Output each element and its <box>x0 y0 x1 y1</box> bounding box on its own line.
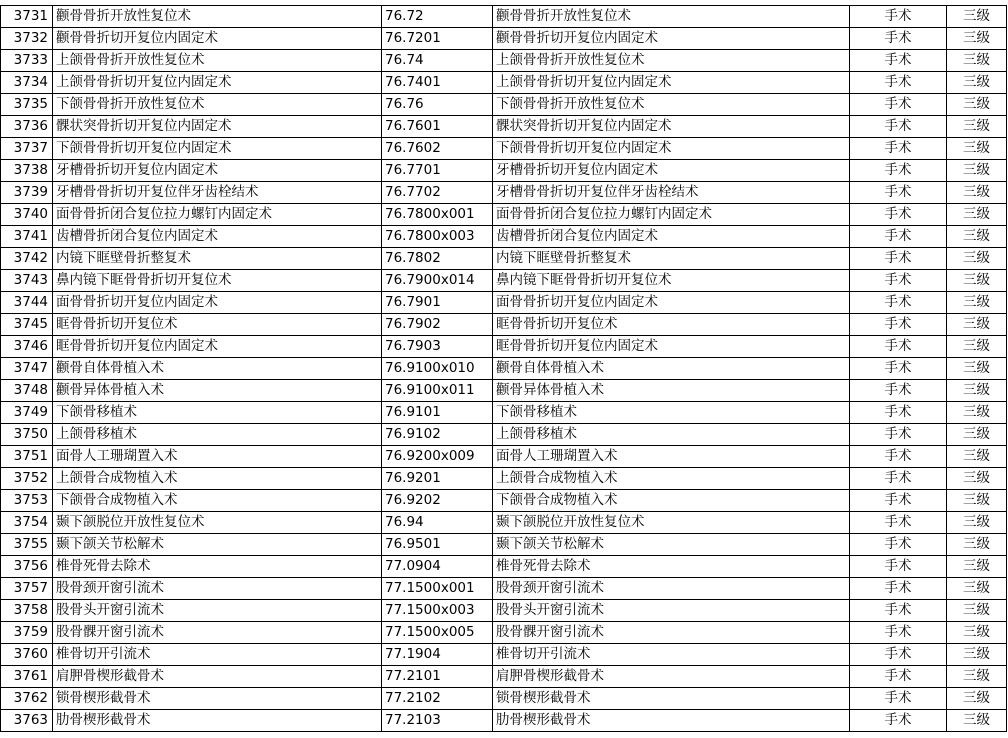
procedure-code-cell: 76.9202 <box>382 490 493 512</box>
category-cell: 手术 <box>850 600 947 622</box>
procedure-name-alt-cell: 下颌骨骨折开放性复位术 <box>493 94 850 116</box>
row-number-cell: 3733 <box>1 50 53 72</box>
procedure-name-alt-cell: 面骨骨折切开复位内固定术 <box>493 292 850 314</box>
row-number-cell: 3747 <box>1 358 53 380</box>
category-cell: 手术 <box>850 490 947 512</box>
procedure-code-cell: 76.7900x014 <box>382 270 493 292</box>
category-cell: 手术 <box>850 248 947 270</box>
procedure-name-cell: 下颌骨骨折开放性复位术 <box>53 94 382 116</box>
procedure-name-alt-cell: 肩胛骨楔形截骨术 <box>493 666 850 688</box>
row-number-cell: 3741 <box>1 226 53 248</box>
category-cell: 手术 <box>850 116 947 138</box>
procedure-name-alt-cell: 下颌骨骨折切开复位内固定术 <box>493 138 850 160</box>
procedure-code-cell: 76.9200x009 <box>382 446 493 468</box>
procedure-code-cell: 76.7903 <box>382 336 493 358</box>
procedure-name-alt-cell: 齿槽骨折闭合复位内固定术 <box>493 226 850 248</box>
table-row <box>1 512 1007 534</box>
category-cell: 手术 <box>850 182 947 204</box>
category-cell: 手术 <box>850 710 947 732</box>
category-cell: 手术 <box>850 160 947 182</box>
category-cell: 手术 <box>850 270 947 292</box>
procedure-name-alt-cell: 牙槽骨骨折切开复位伴牙齿栓结术 <box>493 182 850 204</box>
procedure-name-alt-cell: 眶骨骨折切开复位术 <box>493 314 850 336</box>
procedure-name-alt-cell: 颞下颌关节松解术 <box>493 534 850 556</box>
row-number-cell: 3755 <box>1 534 53 556</box>
grade-cell: 三级 <box>947 72 1007 94</box>
grade-cell: 三级 <box>947 138 1007 160</box>
procedure-name-alt-cell: 肋骨楔形截骨术 <box>493 710 850 732</box>
row-number-cell: 3754 <box>1 512 53 534</box>
table-row <box>1 468 1007 490</box>
procedure-code-cell: 76.7401 <box>382 72 493 94</box>
procedure-name-cell: 面骨骨折闭合复位拉力螺钉内固定术 <box>53 204 382 226</box>
procedure-code-cell: 77.1904 <box>382 644 493 666</box>
row-number-cell: 3756 <box>1 556 53 578</box>
procedure-code-cell: 77.2101 <box>382 666 493 688</box>
procedure-name-alt-cell: 股骨髁开窗引流术 <box>493 622 850 644</box>
table-row <box>1 6 1007 28</box>
row-number-cell: 3758 <box>1 600 53 622</box>
row-number-cell: 3748 <box>1 380 53 402</box>
table-row <box>1 72 1007 94</box>
category-cell: 手术 <box>850 138 947 160</box>
table-row <box>1 490 1007 512</box>
grade-cell: 三级 <box>947 578 1007 600</box>
procedure-name-alt-cell: 鼻内镜下眶骨骨折切开复位术 <box>493 270 850 292</box>
table-row <box>1 556 1007 578</box>
category-cell: 手术 <box>850 28 947 50</box>
grade-cell: 三级 <box>947 182 1007 204</box>
procedure-code-cell: 77.0904 <box>382 556 493 578</box>
procedure-code-cell: 76.7701 <box>382 160 493 182</box>
procedure-name-alt-cell: 股骨颈开窗引流术 <box>493 578 850 600</box>
procedure-name-cell: 椎骨死骨去除术 <box>53 556 382 578</box>
procedure-code-cell: 76.9100x010 <box>382 358 493 380</box>
category-cell: 手术 <box>850 72 947 94</box>
procedure-name-cell: 上颌骨骨折开放性复位术 <box>53 50 382 72</box>
procedure-name-alt-cell: 内镜下眶壁骨折整复术 <box>493 248 850 270</box>
procedure-name-alt-cell: 眶骨骨折切开复位内固定术 <box>493 336 850 358</box>
procedure-name-alt-cell: 锁骨楔形截骨术 <box>493 688 850 710</box>
grade-cell: 三级 <box>947 248 1007 270</box>
grade-cell: 三级 <box>947 644 1007 666</box>
row-number-cell: 3746 <box>1 336 53 358</box>
procedure-name-cell: 颞下颌脱位开放性复位术 <box>53 512 382 534</box>
grade-cell: 三级 <box>947 446 1007 468</box>
grade-cell: 三级 <box>947 468 1007 490</box>
procedure-name-cell: 髁状突骨折切开复位内固定术 <box>53 116 382 138</box>
table-row <box>1 534 1007 556</box>
procedure-code-cell: 77.2102 <box>382 688 493 710</box>
category-cell: 手术 <box>850 446 947 468</box>
procedure-code-cell: 76.94 <box>382 512 493 534</box>
procedure-code-cell: 76.9501 <box>382 534 493 556</box>
row-number-cell: 3731 <box>1 6 53 28</box>
procedure-name-cell: 颧骨骨折切开复位内固定术 <box>53 28 382 50</box>
table-row <box>1 622 1007 644</box>
row-number-cell: 3759 <box>1 622 53 644</box>
procedure-table <box>0 5 1007 732</box>
grade-cell: 三级 <box>947 270 1007 292</box>
category-cell: 手术 <box>850 50 947 72</box>
row-number-cell: 3740 <box>1 204 53 226</box>
grade-cell: 三级 <box>947 666 1007 688</box>
procedure-code-cell: 76.7602 <box>382 138 493 160</box>
procedure-name-cell: 肩胛骨楔形截骨术 <box>53 666 382 688</box>
procedure-code-cell: 77.2103 <box>382 710 493 732</box>
category-cell: 手术 <box>850 358 947 380</box>
table-row <box>1 600 1007 622</box>
table-row <box>1 292 1007 314</box>
category-cell: 手术 <box>850 424 947 446</box>
grade-cell: 三级 <box>947 116 1007 138</box>
table-row <box>1 666 1007 688</box>
table-row <box>1 688 1007 710</box>
table-row <box>1 402 1007 424</box>
procedure-name-cell: 锁骨楔形截骨术 <box>53 688 382 710</box>
category-cell: 手术 <box>850 468 947 490</box>
procedure-table-body <box>1 6 1007 732</box>
procedure-name-cell: 下颌骨合成物植入术 <box>53 490 382 512</box>
procedure-name-alt-cell: 面骨骨折闭合复位拉力螺钉内固定术 <box>493 204 850 226</box>
row-number-cell: 3744 <box>1 292 53 314</box>
procedure-code-cell: 76.7802 <box>382 248 493 270</box>
row-number-cell: 3750 <box>1 424 53 446</box>
procedure-name-cell: 颧骨骨折开放性复位术 <box>53 6 382 28</box>
category-cell: 手术 <box>850 666 947 688</box>
procedure-code-cell: 76.7201 <box>382 28 493 50</box>
procedure-name-cell: 上颌骨移植术 <box>53 424 382 446</box>
row-number-cell: 3753 <box>1 490 53 512</box>
row-number-cell: 3739 <box>1 182 53 204</box>
grade-cell: 三级 <box>947 358 1007 380</box>
procedure-name-alt-cell: 上颌骨骨折开放性复位术 <box>493 50 850 72</box>
grade-cell: 三级 <box>947 50 1007 72</box>
grade-cell: 三级 <box>947 424 1007 446</box>
category-cell: 手术 <box>850 380 947 402</box>
procedure-name-cell: 面骨人工珊瑚置入术 <box>53 446 382 468</box>
procedure-name-cell: 面骨骨折切开复位内固定术 <box>53 292 382 314</box>
grade-cell: 三级 <box>947 336 1007 358</box>
procedure-name-alt-cell: 颧骨骨折开放性复位术 <box>493 6 850 28</box>
procedure-name-cell: 眶骨骨折切开复位术 <box>53 314 382 336</box>
grade-cell: 三级 <box>947 380 1007 402</box>
row-number-cell: 3757 <box>1 578 53 600</box>
grade-cell: 三级 <box>947 204 1007 226</box>
procedure-code-cell: 77.1500x005 <box>382 622 493 644</box>
grade-cell: 三级 <box>947 28 1007 50</box>
table-row <box>1 446 1007 468</box>
procedure-code-cell: 76.7901 <box>382 292 493 314</box>
procedure-name-cell: 下颌骨骨折切开复位内固定术 <box>53 138 382 160</box>
procedure-name-cell: 椎骨切开引流术 <box>53 644 382 666</box>
procedure-name-alt-cell: 颧骨自体骨植入术 <box>493 358 850 380</box>
category-cell: 手术 <box>850 512 947 534</box>
grade-cell: 三级 <box>947 292 1007 314</box>
procedure-name-alt-cell: 牙槽骨折切开复位内固定术 <box>493 160 850 182</box>
procedure-code-cell: 76.9201 <box>382 468 493 490</box>
procedure-code-cell: 76.9100x011 <box>382 380 493 402</box>
procedure-name-cell: 内镜下眶壁骨折整复术 <box>53 248 382 270</box>
row-number-cell: 3743 <box>1 270 53 292</box>
table-row <box>1 50 1007 72</box>
grade-cell: 三级 <box>947 160 1007 182</box>
row-number-cell: 3745 <box>1 314 53 336</box>
category-cell: 手术 <box>850 534 947 556</box>
category-cell: 手术 <box>850 336 947 358</box>
table-row <box>1 160 1007 182</box>
row-number-cell: 3732 <box>1 28 53 50</box>
procedure-name-cell: 齿槽骨折闭合复位内固定术 <box>53 226 382 248</box>
category-cell: 手术 <box>850 622 947 644</box>
row-number-cell: 3761 <box>1 666 53 688</box>
grade-cell: 三级 <box>947 688 1007 710</box>
procedure-name-cell: 股骨颈开窗引流术 <box>53 578 382 600</box>
table-row <box>1 424 1007 446</box>
procedure-code-cell: 76.9101 <box>382 402 493 424</box>
procedure-code-cell: 76.72 <box>382 6 493 28</box>
procedure-name-cell: 肋骨楔形截骨术 <box>53 710 382 732</box>
procedure-name-alt-cell: 颧骨异体骨植入术 <box>493 380 850 402</box>
row-number-cell: 3742 <box>1 248 53 270</box>
row-number-cell: 3752 <box>1 468 53 490</box>
table-row <box>1 710 1007 732</box>
table-row <box>1 270 1007 292</box>
row-number-cell: 3760 <box>1 644 53 666</box>
row-number-cell: 3735 <box>1 94 53 116</box>
category-cell: 手术 <box>850 644 947 666</box>
procedure-code-cell: 76.7800x003 <box>382 226 493 248</box>
procedure-code-cell: 76.7800x001 <box>382 204 493 226</box>
grade-cell: 三级 <box>947 402 1007 424</box>
table-row <box>1 644 1007 666</box>
procedure-name-alt-cell: 椎骨死骨去除术 <box>493 556 850 578</box>
table-row <box>1 226 1007 248</box>
grade-cell: 三级 <box>947 314 1007 336</box>
procedure-name-alt-cell: 下颌骨合成物植入术 <box>493 490 850 512</box>
category-cell: 手术 <box>850 402 947 424</box>
grade-cell: 三级 <box>947 710 1007 732</box>
row-number-cell: 3751 <box>1 446 53 468</box>
procedure-name-alt-cell: 上颌骨移植术 <box>493 424 850 446</box>
procedure-name-cell: 上颌骨合成物植入术 <box>53 468 382 490</box>
procedure-name-alt-cell: 面骨人工珊瑚置入术 <box>493 446 850 468</box>
category-cell: 手术 <box>850 688 947 710</box>
procedure-code-cell: 76.74 <box>382 50 493 72</box>
table-row <box>1 94 1007 116</box>
row-number-cell: 3738 <box>1 160 53 182</box>
table-row <box>1 380 1007 402</box>
row-number-cell: 3737 <box>1 138 53 160</box>
category-cell: 手术 <box>850 204 947 226</box>
procedure-name-cell: 牙槽骨骨折切开复位伴牙齿栓结术 <box>53 182 382 204</box>
grade-cell: 三级 <box>947 512 1007 534</box>
procedure-name-cell: 股骨头开窗引流术 <box>53 600 382 622</box>
procedure-name-cell: 鼻内镜下眶骨骨折切开复位术 <box>53 270 382 292</box>
procedure-name-cell: 颧骨异体骨植入术 <box>53 380 382 402</box>
procedure-name-alt-cell: 颧骨骨折切开复位内固定术 <box>493 28 850 50</box>
procedure-name-alt-cell: 颞下颌脱位开放性复位术 <box>493 512 850 534</box>
table-row <box>1 28 1007 50</box>
table-row <box>1 116 1007 138</box>
procedure-name-alt-cell: 髁状突骨折切开复位内固定术 <box>493 116 850 138</box>
table-row <box>1 138 1007 160</box>
table-row <box>1 182 1007 204</box>
procedure-code-cell: 76.7601 <box>382 116 493 138</box>
category-cell: 手术 <box>850 314 947 336</box>
procedure-code-cell: 77.1500x001 <box>382 578 493 600</box>
table-row <box>1 314 1007 336</box>
category-cell: 手术 <box>850 556 947 578</box>
procedure-name-cell: 上颌骨骨折切开复位内固定术 <box>53 72 382 94</box>
table-row <box>1 336 1007 358</box>
procedure-name-alt-cell: 股骨头开窗引流术 <box>493 600 850 622</box>
procedure-code-cell: 76.7702 <box>382 182 493 204</box>
grade-cell: 三级 <box>947 600 1007 622</box>
grade-cell: 三级 <box>947 534 1007 556</box>
category-cell: 手术 <box>850 6 947 28</box>
procedure-name-cell: 颧骨自体骨植入术 <box>53 358 382 380</box>
procedure-code-cell: 76.9102 <box>382 424 493 446</box>
category-cell: 手术 <box>850 292 947 314</box>
category-cell: 手术 <box>850 578 947 600</box>
category-cell: 手术 <box>850 94 947 116</box>
table-row <box>1 204 1007 226</box>
grade-cell: 三级 <box>947 226 1007 248</box>
grade-cell: 三级 <box>947 94 1007 116</box>
procedure-name-alt-cell: 上颌骨合成物植入术 <box>493 468 850 490</box>
procedure-code-cell: 77.1500x003 <box>382 600 493 622</box>
grade-cell: 三级 <box>947 490 1007 512</box>
row-number-cell: 3734 <box>1 72 53 94</box>
row-number-cell: 3762 <box>1 688 53 710</box>
row-number-cell: 3763 <box>1 710 53 732</box>
grade-cell: 三级 <box>947 6 1007 28</box>
procedure-name-alt-cell: 上颌骨骨折切开复位内固定术 <box>493 72 850 94</box>
procedure-name-cell: 眶骨骨折切开复位内固定术 <box>53 336 382 358</box>
row-number-cell: 3749 <box>1 402 53 424</box>
procedure-name-alt-cell: 下颌骨移植术 <box>493 402 850 424</box>
procedure-code-cell: 76.76 <box>382 94 493 116</box>
procedure-name-cell: 股骨髁开窗引流术 <box>53 622 382 644</box>
grade-cell: 三级 <box>947 622 1007 644</box>
procedure-code-cell: 76.7902 <box>382 314 493 336</box>
procedure-name-cell: 牙槽骨折切开复位内固定术 <box>53 160 382 182</box>
table-row <box>1 358 1007 380</box>
procedure-name-cell: 颞下颌关节松解术 <box>53 534 382 556</box>
grade-cell: 三级 <box>947 556 1007 578</box>
table-row <box>1 248 1007 270</box>
category-cell: 手术 <box>850 226 947 248</box>
procedure-name-cell: 下颌骨移植术 <box>53 402 382 424</box>
procedure-name-alt-cell: 椎骨切开引流术 <box>493 644 850 666</box>
table-row <box>1 578 1007 600</box>
row-number-cell: 3736 <box>1 116 53 138</box>
